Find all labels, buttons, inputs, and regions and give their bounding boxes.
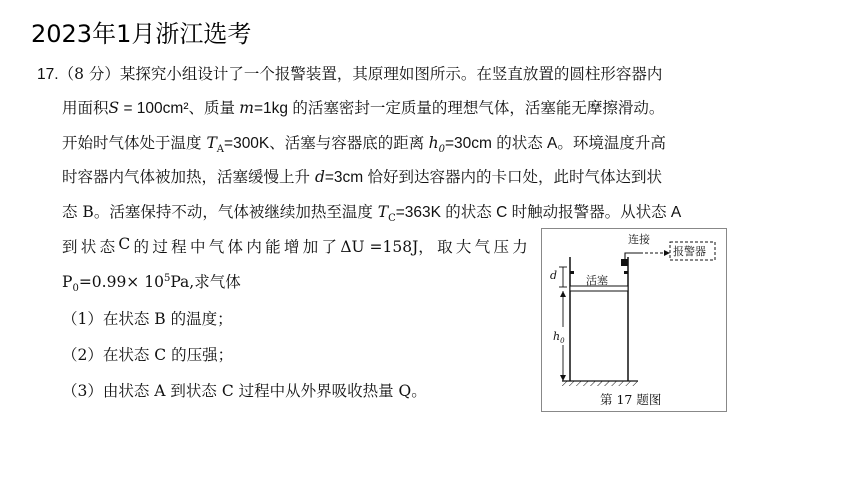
arrow-up-icon (560, 291, 566, 297)
question-3: （3）由状态 A 到状态 C 过程中从外界吸收热量 Q。 (62, 382, 427, 400)
apparatus-figure (541, 228, 727, 412)
subscript: 0 (72, 283, 79, 295)
justified-word: ΔU =158J， (340, 238, 434, 256)
question-2: （2）在状态 C 的压强； (62, 346, 234, 364)
text-span: 用面积 (62, 99, 109, 117)
justified-word: 力 (512, 238, 528, 256)
page-title: 2023年1月浙江选考 (31, 20, 252, 48)
text-span: 开始时气体处于温度 (62, 134, 207, 152)
problem-line-3 (62, 131, 666, 155)
h-symbol: h (553, 330, 561, 343)
alarm-label: 报警器 (673, 245, 706, 258)
d-label: d (550, 269, 558, 282)
var-S: S (108, 99, 120, 117)
stop-left (570, 271, 574, 274)
text-span: = 100cm²、质量 (119, 100, 240, 117)
subscript: C (388, 213, 396, 225)
problem-line-4 (62, 165, 662, 187)
superscript: 5 (163, 272, 171, 284)
justified-word: 的 (133, 238, 150, 256)
justified-word: 程 (171, 238, 187, 256)
question-1: （1）在状态 B 的温度； (62, 310, 233, 328)
var-d: d (314, 168, 325, 186)
text-span: =3cm 恰好到达容器内的卡口处，此时气体达到状 (324, 169, 663, 186)
justified-word: 到 (62, 238, 78, 256)
problem-points: （8 分） (58, 65, 120, 83)
justified-word: 气 (474, 238, 491, 256)
problem-number: 17. (37, 66, 59, 83)
justified-word: 态 (99, 238, 116, 256)
arrow-down-icon (560, 375, 566, 381)
justified-word: 增 (283, 238, 300, 256)
subscript: A (216, 144, 225, 156)
text-span: =1kg 的活塞密封一定质量的理想气体，活塞能无摩擦滑动。 (254, 100, 665, 117)
problem-line-2 (62, 96, 664, 118)
text-span: =30cm 的状态 A。环境温度升高 (444, 135, 666, 152)
stop-right (624, 271, 628, 274)
subscript: 0 (438, 144, 445, 156)
justified-word: 过 (152, 238, 168, 256)
justified-word: 加 (302, 238, 319, 256)
text-span: =363K 的状态 C 时触动报警器。从状态 A (395, 204, 682, 221)
text-span: 态 B。活塞保持不动，气体被继续加热至温度 (62, 203, 378, 221)
text-span: 时容器内气体被加热，活塞缓慢上升 (62, 168, 315, 186)
var-T: T (206, 134, 217, 152)
problem-intro: 某探究小组设计了一个报警装置，其原理如图所示。在竖直放置的圆柱形容器内 (119, 65, 663, 83)
justified-word: 气 (208, 238, 225, 256)
problem-line-6 (62, 235, 528, 257)
piston-label: 活塞 (586, 274, 608, 287)
ground-hatch (562, 381, 638, 386)
justified-word: 中 (189, 238, 206, 256)
figure-caption: 第 17 题图 (600, 392, 662, 407)
justified-word: 取 (437, 238, 453, 256)
justified-word: 体 (227, 238, 244, 256)
justified-word: 状 (80, 238, 97, 256)
text-span: =300K、活塞与容器底的距离 (224, 135, 429, 152)
justified-word: 了 (321, 238, 338, 256)
justified-word: 内 (246, 238, 262, 256)
justified-word: 压 (493, 238, 509, 256)
problem-line-1 (37, 62, 662, 84)
justified-word: C (118, 235, 131, 253)
var-m: m (239, 99, 254, 117)
var-h: h (428, 134, 439, 152)
h-subscript: 0 (560, 337, 565, 345)
problem-line-7 (62, 270, 241, 294)
connect-label: 连接 (628, 233, 650, 246)
text-span: P (62, 273, 73, 291)
problem-line-5 (62, 200, 681, 224)
text-span: =0.99× 10 (78, 273, 164, 291)
apparatus-diagram (542, 229, 726, 411)
justified-word: 大 (455, 238, 472, 256)
var-T: T (377, 203, 389, 221)
sensor (621, 259, 628, 266)
justified-word: 能 (265, 238, 281, 256)
arrow-right-icon (664, 250, 670, 256)
text-span: Pa,求气体 (170, 273, 241, 291)
